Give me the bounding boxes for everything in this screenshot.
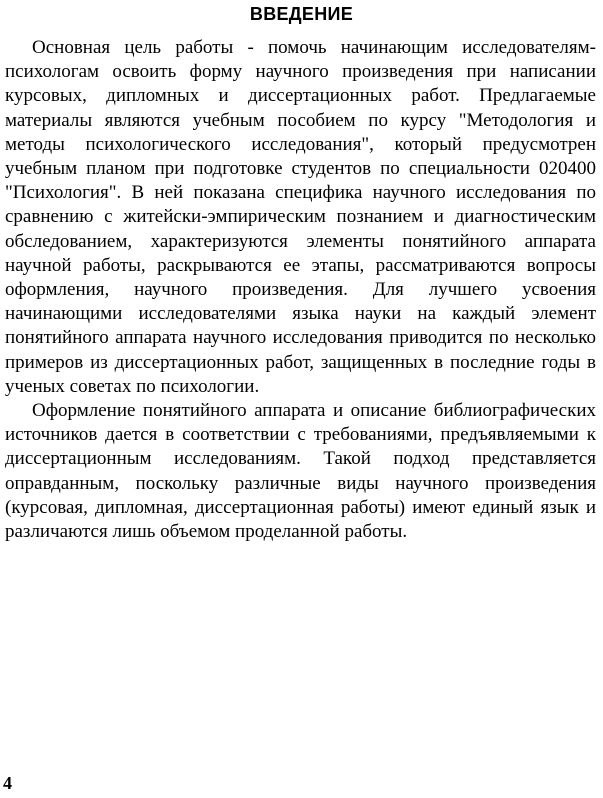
section-heading: ВВЕДЕНИЕ (249, 4, 354, 24)
page-number: 4 (3, 773, 12, 793)
body-text (5, 36, 596, 544)
paragraph-2: Оформление понятийного аппарата и описание библиографических источников дается в соответствии с требованиями, предъявляемыми к диссертационным исследованиям. Такой подход представляется оправданным, поскольку различные виды научного произведения (курсовая, дипломная, диссертационная работы) имеют единый язык и различаются лишь объемом проделанной работы. (5, 400, 596, 543)
paragraph-1: Основная цель работы - помочь начинающим исследователям-психологам освоить форму научного произведения при написании курсовых, дипломных и диссертационных работ. Предлагаемые материалы являются учебным пособием по курсу "Методология и методы психологического исследования", который предусмотрен учебным планом при подготовке студентов по специальности 020400 "Психология". В ней показана специфика научного исследования по сравнению с житейски-эмпирическим познанием и диагностическим обследованием, характеризуются элементы понятийного аппарата научной работы, раскрываются ее этапы, рассматриваются вопросы оформления, научного произведения. Для лучшего усвоения начинающими исследователями языка науки на каждый элемент понятийного аппарата научного исследования приводится по несколько примеров из диссертационных работ, защищенных в последние годы в ученых советах по психологии. (5, 37, 596, 397)
